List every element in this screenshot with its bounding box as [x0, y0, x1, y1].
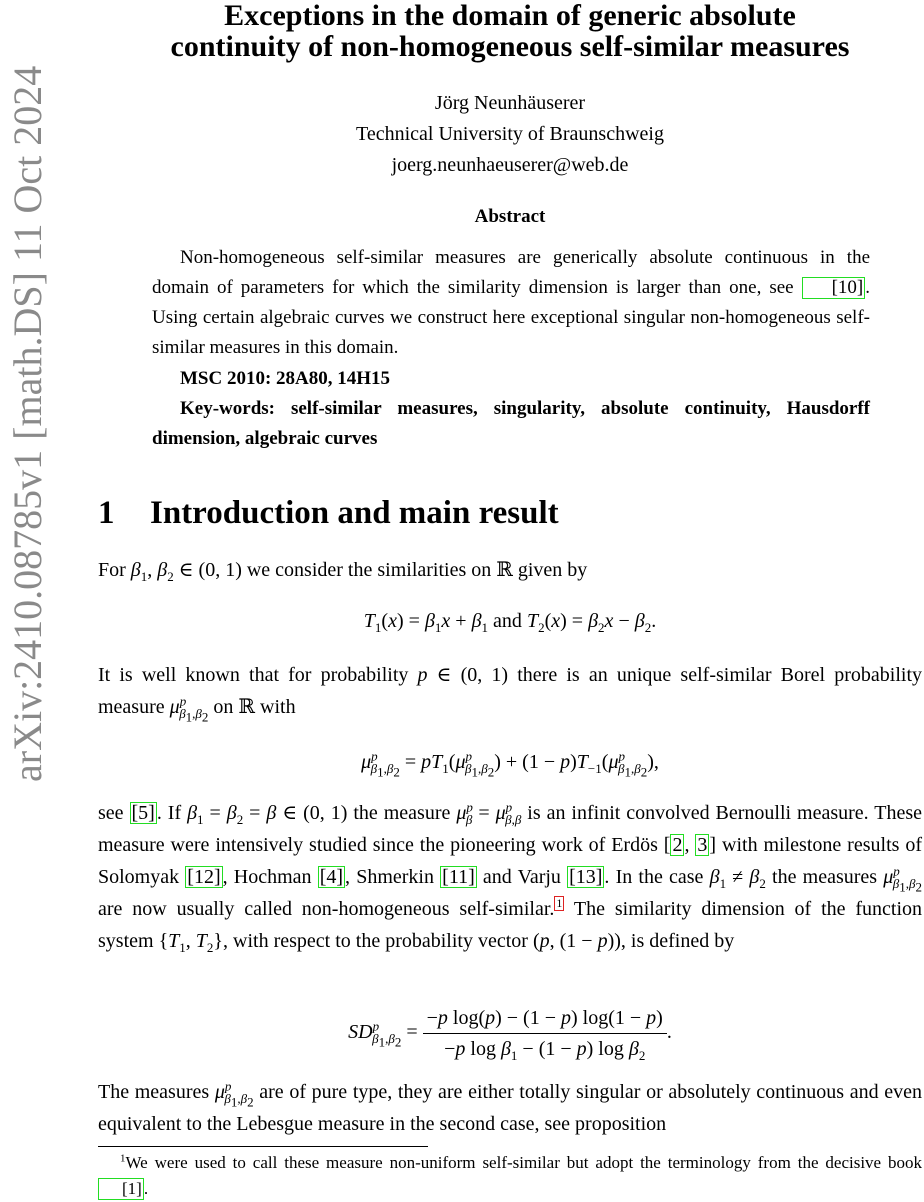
abstract-body: [152, 243, 870, 363]
equation-similarity-dimension: $SD^p_{\beta_1,\beta_2}$ = $\frac{\text{−p log(p) − (1 − p) log(1 − p)}}{-p \log \beta_1 - (1 - p) \log \beta_2}$ .: [98, 1003, 922, 1064]
keywords: Key-words: self-similar measures, singularity, absolute continuity, Hausdorff dimension, algebraic curves: [152, 398, 870, 449]
citation-link[interactable]: [5]: [131, 802, 155, 824]
author-affiliation: Technical University of Braunschweig: [356, 123, 664, 145]
paragraph-history: see [5] . If $\beta_1 = \beta_2 = \beta$ ∈ (0, 1) the measure $\mu^p_\beta = \mu^p_{\beta,\beta}$ is an infinit convolved Bernoulli measure. These measure were intensively studied since the pioneering work of Erdös [ 2 , 3 ] with milestone results of Solomyak [12] , Hochman [4] , Shmerkin [11] and Varju [13] . In the case $\beta_1 \ne \beta_2$ the measures $\mu^p_{\beta_1,\beta_2}$ are now usually called non-homogeneous self-similar. 1 The similarity dimension of the function system {$T_1$, $T_2$}, with respect to the probability vector (p, (1 − p)), is defined by: [98, 799, 923, 955]
footnote-link[interactable]: 1: [556, 896, 563, 910]
paragraph-pure-type: The measures $\mu^p_{\beta_1,\beta_2}$ are of pure type, they are either totally singular or absolutely continuous and even equivalent to the Lebesgue measure in the second case, see proposition: [98, 1078, 922, 1135]
title-line-2: continuity of non-homogeneous self-similar measures: [170, 30, 850, 63]
abstract-heading: Abstract: [474, 206, 546, 227]
arxiv-identifier: arXiv:2410.08785v1 [math.DS] 11 Oct 2024: [5, 65, 50, 782]
author-name: Jörg Neunhäuserer: [434, 92, 586, 114]
paragraph-intro: For $\beta_1$, $\beta_2$ ∈ (0, 1) we consider the similarities on ℝ given by: [98, 559, 588, 584]
equation-similarities: $T_1(x) = \beta_1x + \beta_1$ and $T_2(x) = \beta_2x - \beta_2$.: [363, 610, 657, 635]
citation-link[interactable]: [13]: [569, 866, 603, 888]
paragraph-measure: It is well known that for probability p ∈ (0, 1) there is an unique self-similar Borel probability measure $\mu^p_{\beta_1,\beta_2}$ on ℝ with: [98, 664, 923, 725]
equation-self-similar: $\mu^p_{\beta_1,\beta_2} = pT_1(\mu^p_{\beta_1,\beta_2}) + (1 - p)T_{-1}(\mu^p_{\beta_1,\beta_2})$,: [361, 748, 659, 780]
title-line-1: Exceptions in the domain of generic absolute: [224, 0, 796, 32]
citation-link[interactable]: [12]: [187, 866, 221, 888]
abstract-text-a: Non-homogeneous self-similar measures are generically absolute continuous in the domain of parameters for which the similarity dimension is larger than one, see: [152, 247, 870, 298]
footnote: $^1$We were used to call these measure non-uniform self-similar but adopt the terminology from the decisive book [1] .: [98, 1150, 922, 1202]
footnote-divider: [98, 1146, 428, 1147]
section-number: 1: [98, 495, 115, 531]
citation-link[interactable]: [10]: [802, 277, 866, 299]
paper-title: [96, 0, 924, 62]
citation-link[interactable]: 2: [672, 834, 683, 856]
section-heading: [98, 493, 559, 533]
citation-link[interactable]: 3: [697, 834, 708, 856]
author-email: joerg.neunhaeuserer@web.de: [391, 154, 629, 176]
citation-link[interactable]: [1]: [98, 1178, 144, 1200]
abstract-text-b: . Using certain algebraic curves we construct here exceptional singular non-homogeneous self-similar measures in this domain.: [152, 277, 870, 358]
citation-link[interactable]: [4]: [319, 866, 344, 888]
msc-classification: MSC 2010: 28A80, 14H15: [180, 368, 391, 389]
footnote-mark: 1: [120, 1152, 126, 1165]
section-title: Introduction and main result: [150, 495, 559, 531]
author-block: [96, 88, 924, 181]
citation-link[interactable]: [11]: [442, 866, 475, 888]
